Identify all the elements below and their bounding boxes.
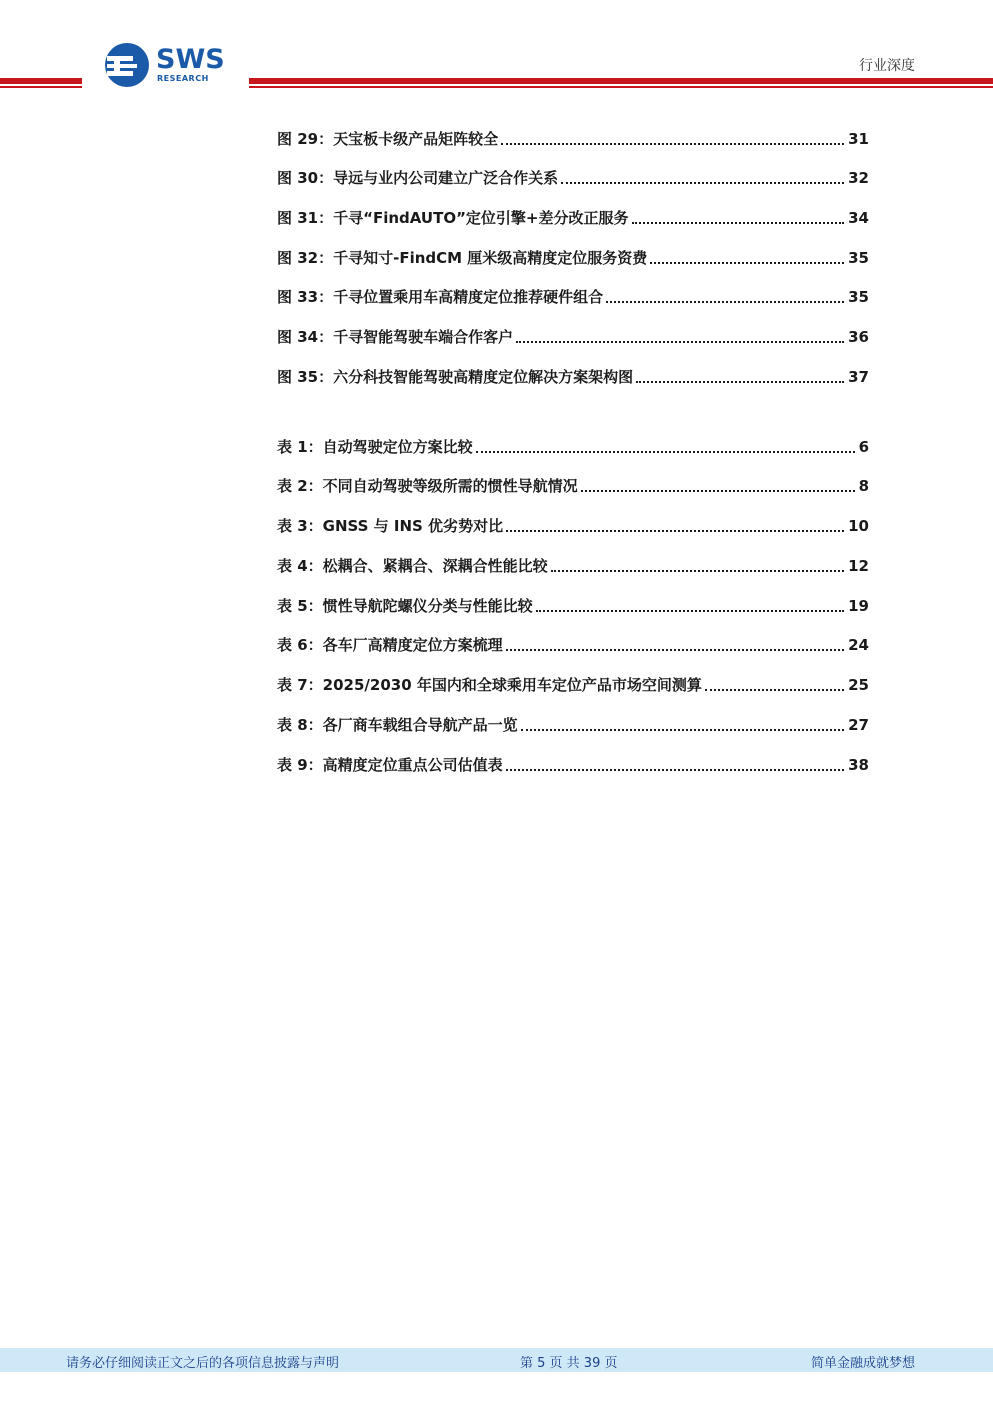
toc-entry-label: 图 30：导远与业内公司建立广泛合作关系 [277,169,559,187]
toc-entry[interactable] [277,166,869,188]
toc-leader [506,648,844,651]
toc-entry-page: 24 [848,636,869,654]
toc-leader [650,261,844,264]
toc-leader [705,688,844,691]
toc-entry[interactable] [277,206,869,228]
toc-entry-label: 表 6：各车厂高精度定位方案梳理 [277,636,503,654]
toc-entry[interactable] [277,673,869,695]
toc-entry-page: 8 [858,477,869,495]
footer-page-info: 第 5 页 共 39 页 [520,1356,618,1371]
sws-logo [104,42,234,88]
toc-entry[interactable] [277,285,869,307]
header-rule-left [0,78,82,84]
toc-entry-label: 表 1：自动驾驶定位方案比较 [277,438,473,456]
toc-entry-label: 图 33：千寻位置乘用车高精度定位推荐硬件组合 [277,288,604,306]
toc-entry-label: 表 4：松耦合、紧耦合、深耦合性能比较 [277,557,548,575]
toc-entry-label: 图 34：千寻智能驾驶车端合作客户 [277,328,514,346]
toc-entry[interactable] [277,325,869,347]
toc-entry-page: 6 [858,438,869,456]
toc-entry[interactable] [277,474,869,496]
toc-entry-page: 32 [848,169,869,187]
sws-logo-icon [104,42,152,88]
page-footer [0,1348,993,1372]
toc-leader [581,489,855,492]
toc-entry-label: 表 5：惯性导航陀螺仪分类与性能比较 [277,597,533,615]
toc-entry[interactable] [277,127,869,149]
toc-entry-page: 35 [848,249,869,267]
toc-leader [521,728,844,731]
toc-entry-label: 图 35：六分科技智能驾驶高精度定位解决方案架构图 [277,368,634,386]
header-rule-right-thin [249,86,993,88]
toc-entry-page: 35 [848,288,869,306]
toc-entry[interactable] [277,554,869,576]
header-rule-right [249,78,993,84]
toc-entry[interactable] [277,633,869,655]
logo-text: SWS [156,44,225,75]
toc-entry-page: 36 [848,328,869,346]
toc-entry-label: 表 8：各厂商车载组合导航产品一览 [277,716,518,734]
toc-leader [551,569,844,572]
toc-entry-page: 31 [848,130,869,148]
toc-entry-label: 表 7：2025/2030 年国内和全球乘用车定位产品市场空间测算 [277,676,702,694]
toc-leader [632,221,845,224]
toc-entry-label: 图 31：千寻“FindAUTO”定位引擎+差分改正服务 [277,209,629,227]
toc-entry-label: 图 29：天宝板卡级产品矩阵较全 [277,130,499,148]
toc-entry[interactable] [277,246,869,268]
toc-leader [561,181,844,184]
toc-entry-page: 38 [848,756,869,774]
toc-leader [506,529,844,532]
toc-entry-page: 12 [848,557,869,575]
footer-slogan: 简单金融成就梦想 [810,1356,915,1371]
toc-entry-page: 37 [848,368,869,386]
toc-entry[interactable] [277,594,869,616]
toc-entry-label: 表 2：不同自动驾驶等级所需的惯性导航情况 [277,477,578,495]
toc-entry-label: 表 9：高精度定位重点公司估值表 [277,756,503,774]
toc-entry[interactable] [277,435,869,457]
toc-entry-label: 表 3：GNSS 与 INS 优劣势对比 [277,517,504,535]
footer-disclaimer: 请务必仔细阅读正文之后的各项信息披露与声明 [66,1356,340,1371]
header-rule-left-thin [0,86,82,88]
section-tag: 行业深度 [859,58,915,74]
toc-entry-page: 10 [848,517,869,535]
logo-subtext: RESEARCH [157,74,209,83]
toc-leader [636,380,844,383]
toc-entry-page: 27 [848,716,869,734]
toc-entry-page: 34 [848,209,869,227]
toc-entry-page: 25 [848,676,869,694]
toc-entry[interactable] [277,514,869,536]
toc-leader [536,609,844,612]
toc-leader [476,450,855,453]
toc-entry[interactable] [277,365,869,387]
toc-entry-label: 图 32：千寻知寸-FindCM 厘米级高精度定位服务资费 [277,249,648,267]
toc-entry-page: 19 [848,597,869,615]
toc-entry[interactable] [277,753,869,775]
toc-leader [606,300,844,303]
toc-leader [501,142,844,145]
toc-leader [516,340,844,343]
toc-leader [506,768,844,771]
toc-entry[interactable] [277,713,869,735]
